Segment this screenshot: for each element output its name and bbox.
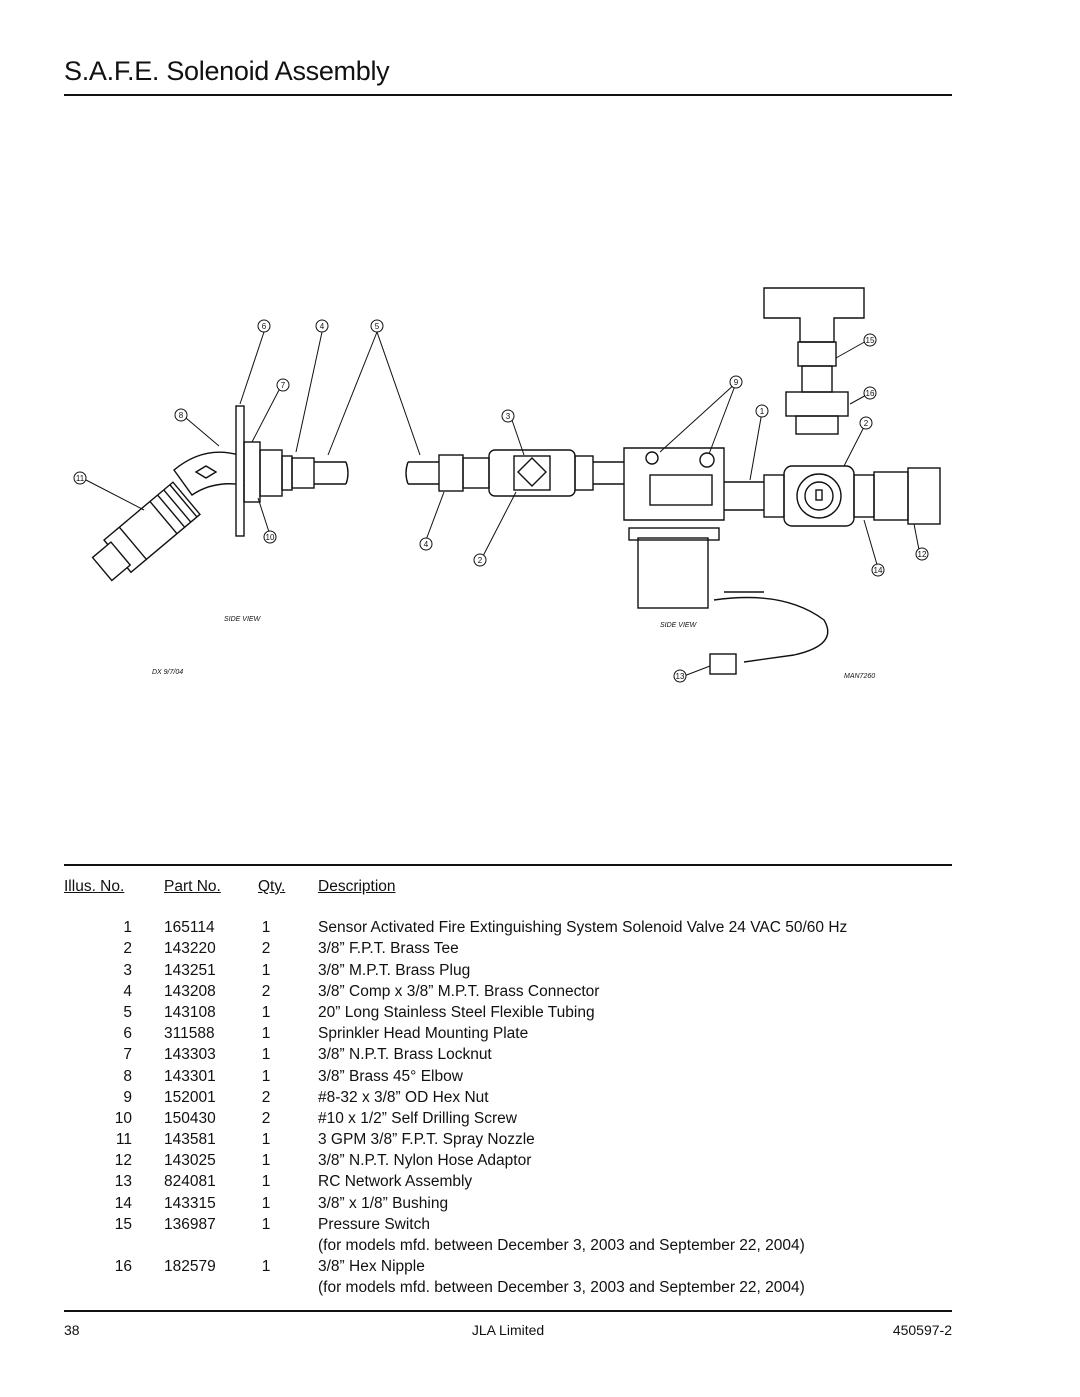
cell-qty: 1 [261,1046,271,1064]
cell-description: (for models mfd. between December 3, 2003 and September 22, 2004) [318,1279,805,1297]
cell-description: 3/8” Hex Nipple [318,1258,425,1276]
table-row [64,1193,952,1214]
page-title: S.A.F.E. Solenoid Assembly [64,56,390,86]
cell-description: 3/8” N.P.T. Brass Locknut [318,1046,492,1064]
cell-description: #10 x 1/2” Self Drilling Screw [318,1109,517,1127]
cell-part-no: 143220 [164,940,216,958]
table-row [64,1277,952,1298]
cell-illus-no: 2 [123,940,132,958]
cell-part-no: 143303 [164,1046,216,1064]
company-name: JLA Limited [471,1322,545,1338]
header-desc: Description [318,878,396,895]
cell-illus-no: 8 [123,1067,132,1085]
callout-4: 4 [319,322,325,331]
spray-nozzle [89,482,200,585]
cell-part-no: 143581 [164,1131,216,1149]
cell-part-no: 143208 [164,982,216,1000]
cell-part-no: 824081 [164,1173,216,1191]
cell-illus-no: 15 [114,1215,132,1233]
table-top-rule [64,864,952,866]
cell-part-no: 143025 [164,1152,216,1170]
cell-illus-no: 1 [123,919,132,937]
table-row [64,1002,952,1023]
callout-14: 14 [873,566,883,575]
cell-illus-no: 12 [114,1152,132,1170]
cell-part-no: 143251 [164,961,216,979]
cell-description: #8-32 x 3/8” OD Hex Nut [318,1088,489,1106]
callout-2b: 2 [863,419,869,428]
table-row [64,960,952,981]
cell-description: RC Network Assembly [318,1173,473,1191]
table-row [64,917,952,938]
side-view-label-right: SIDE VIEW [660,622,697,629]
cell-qty: 2 [261,1109,271,1127]
cell-qty: 2 [261,1088,271,1106]
callout-13: 13 [675,672,685,681]
cell-part-no: 152001 [164,1088,216,1106]
cell-illus-no: 5 [123,1003,132,1021]
cell-illus-no: 14 [114,1194,132,1212]
callout-6: 6 [261,322,267,331]
parts-table [64,876,952,1299]
cell-description: (for models mfd. between December 3, 2003 and September 22, 2004) [318,1237,805,1254]
cell-qty: 2 [261,940,271,958]
solenoid-valve [784,466,854,526]
callout-1: 1 [759,407,765,416]
table-row [64,981,952,1002]
cell-illus-no: 11 [115,1131,132,1149]
cell-description: 3/8” F.P.T. Brass Tee [318,940,459,958]
table-row [64,1087,952,1108]
rc-network [710,654,736,674]
table-row [64,1235,952,1256]
callout-8: 8 [178,411,184,420]
cell-qty: 2 [261,982,271,1000]
cell-qty: 1 [261,1003,271,1021]
callout-4b: 4 [423,540,429,549]
cell-part-no: 143301 [164,1067,216,1085]
cell-description: Sprinkler Head Mounting Plate [318,1025,529,1043]
table-row [64,1044,952,1065]
cell-part-no: 136987 [164,1215,216,1233]
cell-illus-no: 7 [123,1046,132,1064]
cell-description: 3 GPM 3/8” F.P.T. Spray Nozzle [318,1131,535,1149]
cell-part-no: 182579 [164,1258,216,1276]
table-header [64,876,952,897]
callout-15: 15 [865,336,875,345]
callout-16: 16 [865,389,875,398]
solenoid-coil [638,538,708,608]
cell-illus-no: 3 [123,961,132,979]
table-row [64,1066,952,1087]
cell-description: Sensor Activated Fire Extinguishing System Solenoid Valve 24 VAC 50/60 Hz [318,919,848,937]
cell-illus-no: 13 [114,1173,132,1191]
cell-illus-no: 16 [114,1258,132,1276]
brass-tee [764,288,864,342]
callout-9: 9 [733,378,739,387]
cell-qty: 1 [261,1173,271,1191]
cell-description: Pressure Switch [318,1215,430,1233]
title-rule [64,94,952,96]
cell-qty: 1 [261,1025,271,1043]
table-row [64,1214,952,1235]
table-row [64,1023,952,1044]
cell-part-no: 143315 [164,1194,216,1212]
table-body [64,917,952,1298]
cell-description: 3/8” Comp x 3/8” M.P.T. Brass Connector [318,982,600,1000]
cell-qty: 1 [261,1131,271,1149]
cell-illus-no: 10 [114,1109,132,1127]
cell-qty: 1 [261,919,271,937]
header-part: Part No. [164,878,221,895]
table-row [64,1256,952,1277]
footer-rule [64,1310,952,1312]
table-row [64,1171,952,1192]
cell-part-no: 165114 [164,919,215,937]
header-illus: Illus. No. [64,878,125,895]
drawing-number: MAN7260 [844,673,876,680]
cell-qty: 1 [261,1152,271,1170]
cell-qty: 1 [261,1258,271,1276]
cell-illus-no: 9 [123,1088,132,1106]
cell-description: 3/8” x 1/8” Bushing [318,1194,449,1212]
cell-part-no: 143108 [164,1003,216,1021]
cell-qty: 1 [261,1215,271,1233]
cell-description: 3/8” Brass 45° Elbow [318,1067,463,1085]
cell-qty: 1 [261,1194,271,1212]
header-qty: Qty. [258,878,286,895]
table-row [64,938,952,959]
cell-part-no: 150430 [164,1109,216,1127]
cell-description: 3/8” M.P.T. Brass Plug [318,961,471,979]
cell-illus-no: 4 [123,982,132,1000]
callout-10: 10 [265,533,275,542]
callout-11: 11 [75,474,85,483]
cell-part-no: 311588 [164,1025,215,1043]
cell-description: 3/8” N.P.T. Nylon Hose Adaptor [318,1152,532,1170]
mounting-plate [236,406,244,536]
cell-description: 20” Long Stainless Steel Flexible Tubing [318,1003,595,1021]
callout-12: 12 [917,550,927,559]
pressure-switch [786,392,848,416]
callout-5: 5 [374,322,380,331]
cell-illus-no: 6 [123,1025,132,1043]
callout-3: 3 [505,412,511,421]
cell-qty: 1 [261,1067,271,1085]
cell-qty: 1 [261,961,271,979]
assembly-diagram [64,270,952,700]
callout-2: 2 [477,556,483,565]
drawing-date: DX 9/7/04 [152,669,184,676]
table-row [64,1129,952,1150]
table-row [64,1150,952,1171]
callout-7: 7 [280,381,286,390]
table-row [64,1108,952,1129]
document-number: 450597-2 [892,1322,952,1338]
page-number: 38 [64,1322,80,1338]
side-view-label-left: SIDE VIEW [224,616,261,623]
